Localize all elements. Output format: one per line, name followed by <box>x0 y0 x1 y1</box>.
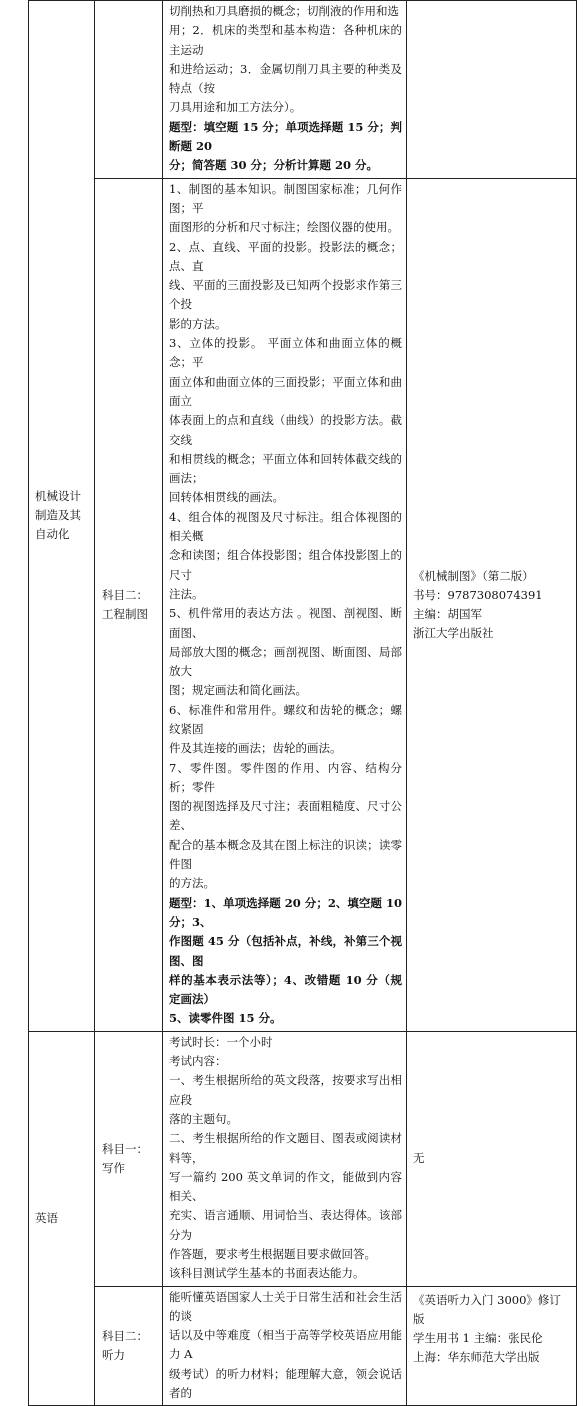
subject-cell <box>95 1 163 179</box>
reference-cell <box>407 1 577 179</box>
subject-cell: 科目二：工程制图 <box>95 178 163 1031</box>
subject-cell: 科目一：写作 <box>95 1031 163 1286</box>
reference-line: 浙江大学出版社 <box>413 625 494 640</box>
content-line: 图的视图选择及尺寸注；表面粗糙度、尺寸公差、 <box>169 799 402 833</box>
subject-cell: 科目二：听力 <box>95 1286 163 1406</box>
content-line: 6、标准件和常用件。螺纹和齿轮的概念；螺纹紧固 <box>169 702 402 736</box>
content-line: 写一篇约 200 英文单词的作文，能做到内容相关、 <box>169 1169 402 1204</box>
table-row <box>29 1 577 179</box>
content-line: 5、机件常用的表达方法 。视图、剖视图、断面图、 <box>169 606 402 640</box>
reference-line: 《英语听力入门 3000》修订版 <box>413 1292 561 1326</box>
content-cell <box>163 1031 407 1286</box>
category-cell: 英语 <box>29 1031 95 1406</box>
content-line: 3、立体的投影。 平面立体和曲面立体的概念；平 <box>169 336 402 370</box>
content-line: 局部放大图的概念；画剖视图、断面图、局部放大 <box>169 644 402 679</box>
content-cell <box>163 1 407 179</box>
exam-format-line: 5、读零件图 15 分。 <box>169 1011 282 1026</box>
reference-cell <box>407 1286 577 1406</box>
exam-format-line: 样的基本表示法等）；4、改错题 10 分（规定画法） <box>169 972 402 1007</box>
table-row <box>29 1286 577 1406</box>
syllabus-table <box>28 0 577 1406</box>
content-line: 影的方法。 <box>169 316 227 331</box>
exam-format-line: 作图题 45 分（包括补点，补线，补第三个视图、图 <box>169 934 402 968</box>
content-line: 考试时长：一个小时 <box>169 1034 273 1049</box>
reference-line: 主编：胡国军 <box>413 606 482 621</box>
content-line: 图；规定画法和简化画法。 <box>169 683 307 698</box>
exam-format-line: 题型：1、单项选择题 20 分；2、填空题 10 分；3、 <box>169 895 402 929</box>
content-cell <box>163 178 407 1031</box>
category-cell: 机械设计制造及其自动化 <box>29 1 95 1032</box>
content-line: 7、零件图。零件图的作用、内容、结构分析；零件 <box>169 760 402 794</box>
content-line: 切削热和刀具磨损的概念；切削液的作用和选 <box>169 4 399 18</box>
exam-format-line: 分；简答题 30 分；分析计算题 20 分。 <box>169 158 379 173</box>
reference-line: 书号：9787308074391 <box>413 587 543 602</box>
content-line: 刀具用途和加工方法分）。 <box>169 100 302 115</box>
content-line: 回转体相贯线的画法。 <box>169 490 284 505</box>
content-line: 该科目测试学生基本的书面表达能力。 <box>169 1266 365 1281</box>
reference-line: 学生用书 1 主编：张民伦 <box>413 1330 543 1345</box>
reference-line: 《机械制图》（第二版） <box>413 568 534 583</box>
content-line: 能听懂英语国家人士关于日常生活和社会生活的谈 <box>169 1289 402 1323</box>
content-line: 念和读图；组合体投影图；组合体投影图上的尺寸 <box>169 548 402 582</box>
reference-cell <box>407 178 577 1031</box>
exam-format-line: 题型：填空题 15 分；单项选择题 15 分；判断题 20 <box>169 119 402 154</box>
content-line: 4、组合体的视图及尺寸标注。组合体视图的相关概 <box>169 509 402 544</box>
content-line: 面立体和曲面立体的三面投影；平面立体和曲面立 <box>169 374 402 408</box>
table-row <box>29 178 577 1031</box>
reference-line: 无 <box>413 1151 425 1166</box>
reference-line: 上海：华东师范大学出版 <box>413 1349 540 1364</box>
content-line: 1、制图的基本知识。制图国家标准；几何作图；平 <box>169 181 402 215</box>
content-line: 面图形的分析和尺寸标注；绘图仪器的使用。 <box>169 220 399 235</box>
content-line: 话以及中等难度（相当于高等学校英语应用能力 A <box>169 1328 402 1362</box>
content-line: 配合的基本概念及其在图上标注的识读；读零件图 <box>169 837 402 872</box>
content-line: 的方法。 <box>169 876 215 891</box>
content-line: 和进给运动；3．金属切削刀具主要的种类及特点（按 <box>169 61 402 96</box>
content-line: 件及其连接的画法；齿轮的画法。 <box>169 741 342 756</box>
content-line: 级考试）的听力材料；能理解大意，领会说话者的 <box>169 1366 402 1401</box>
content-line: 一、考生根据所给的英文段落，按要求写出相应段 <box>169 1073 402 1107</box>
content-line: 2、点、直线、平面的投影。投影法的概念；点、直 <box>169 239 402 273</box>
content-line: 作答题，要求考生根据题目要求做回答。 <box>169 1247 376 1261</box>
content-line: 线、平面的三面投影及已知两个投影求作第三个投 <box>169 278 402 312</box>
content-line: 充实、语言通顺、用词恰当、表达得体。该部分为 <box>169 1208 402 1242</box>
content-line: 用；2．机床的类型和基本构造：各种机床的主运动 <box>169 23 402 57</box>
content-line: 二、考生根据所给的作文题目、图表或阅读材料等， <box>169 1131 402 1165</box>
content-line: 注法。 <box>169 586 204 601</box>
content-line: 落的主题句。 <box>169 1111 238 1126</box>
content-line: 考试内容： <box>169 1054 227 1069</box>
content-cell <box>163 1286 407 1406</box>
content-line: 和相贯线的概念；平面立体和回转体截交线的画法； <box>169 451 402 486</box>
reference-cell <box>407 1031 577 1286</box>
table-row <box>29 1031 577 1286</box>
content-line: 体表面上的点和直线（曲线）的投影方法。截交线 <box>169 413 402 447</box>
